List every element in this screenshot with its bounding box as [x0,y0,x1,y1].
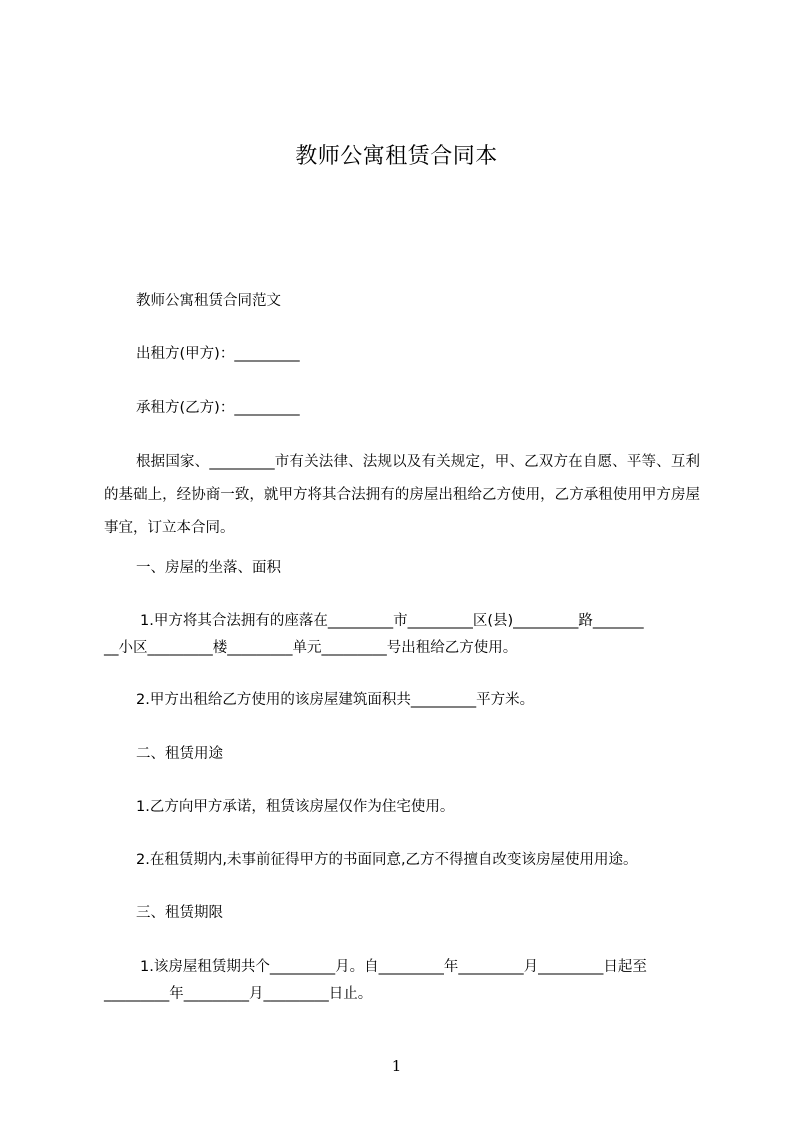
lessor-line: 出租方(甲方)：_________ [136,346,300,362]
document-title: 教师公寓租赁合同本 [295,144,498,169]
clause-text: 2.甲方出租给乙方使用的该房屋建筑面积共_________平方米。 [136,692,535,708]
preamble-paragraph: 根据国家、_________市有关法律、法规以及有关规定，甲、乙双方在自愿、平等、互利的基础上，经协商一致，就甲方将其合法拥有的房屋出租给乙方使用，乙方承租使用甲方房屋事宜，订立本合同。 [104,454,700,536]
page-number: 1 [391,1057,402,1075]
section-heading: 三、租赁期限 [136,905,223,921]
document-subtitle: 教师公寓租赁合同范文 [136,293,281,309]
section-heading: 二、租赁用途 [136,746,223,762]
clause-text: 1.该房屋租赁期共个_________月。自_________年_________月_________日起至 [140,959,647,975]
clause-text: _________年_________月_________日止。 [104,986,373,1002]
clause-text: 1.乙方向甲方承诺，租赁该房屋仅作为住宅使用。 [136,799,455,815]
clause-text: __小区_________楼_________单元_________号出租给乙方使用。 [104,640,518,656]
section-heading: 一、房屋的坐落、面积 [136,560,281,576]
clause-text: 2.在租赁期内,未事前征得甲方的书面同意,乙方不得擅自改变该房屋使用用途。 [136,852,638,868]
clause-text: 1.甲方将其合法拥有的座落在_________市_________区(县)_________路_______ [140,613,644,629]
lessee-line: 承租方(乙方)：_________ [136,400,300,416]
